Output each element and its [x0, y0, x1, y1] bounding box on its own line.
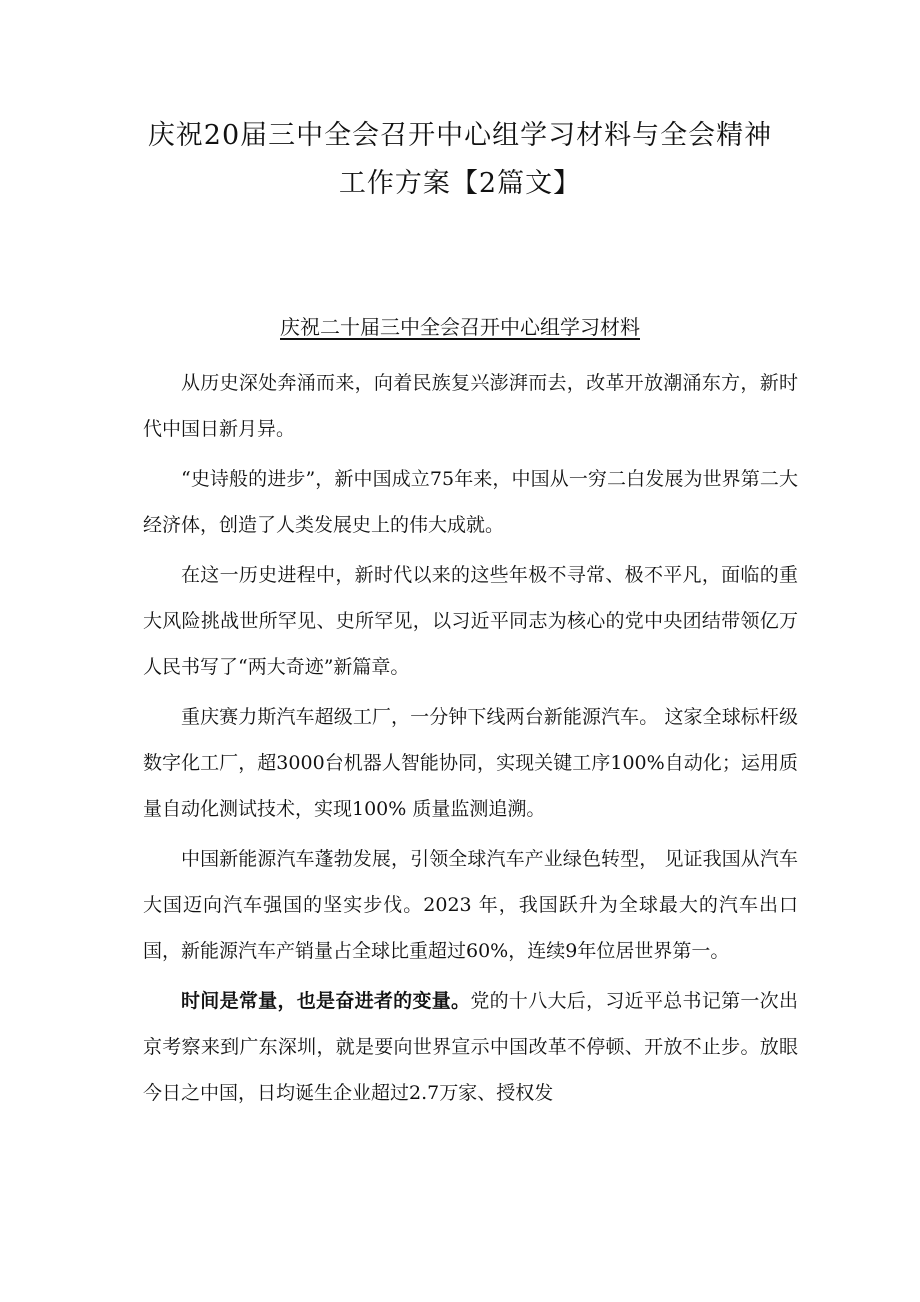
paragraph-2: “史诗般的进步”，新中国成立75年来，中国从一穷二白发展为世界第二大经济体，创造了人类发展史上的伟大成就。 [143, 468, 798, 536]
section-title: 庆祝二十届三中全会召开中心组学习材料 [280, 315, 640, 339]
paragraph-3: 在这一历史进程中，新时代以来的这些年极不寻常、极不平凡，面临的重大风险挑战世所罕见、史所罕见，以习近平同志为核心的党中央团结带领亿万人民书写了“两大奇迹”新篇章。 [143, 564, 798, 678]
paragraph-6 [143, 978, 798, 1116]
document-title [120, 112, 800, 208]
paragraph-6-text: 党的十八大后，习近平总书记第一次出京考察来到广东深圳，就是要向世界宣示中国改革不停顿、开放不止步。放眼今日之中国，日均诞生企业超过2.7万家、授权发 [143, 990, 798, 1104]
document-body [143, 360, 798, 1120]
document-title-line-2: 工作方案【2篇文】 [338, 168, 582, 199]
paragraph-5: 中国新能源汽车蓬勃发展，引领全球汽车产业绿色转型， 见证我国从汽车大国迈向汽车强国的坚实步伐。2023 年，我国跃升为全球最大的汽车出口国，新能源汽车产销量占全球比重超过60%，连续9年位居世界第一。 [143, 848, 798, 962]
paragraph-1: 从历史深处奔涌而来，向着民族复兴澎湃而去，改革开放潮涌东方，新时代中国日新月异。 [143, 372, 798, 440]
paragraph-6-bold-lead: 时间是常量，也是奋进者的变量。 [181, 990, 471, 1012]
document-title-line-1: 庆祝20届三中全会召开中心组学习材料与全会精神 [147, 120, 773, 151]
paragraph-4: 重庆赛力斯汽车超级工厂，一分钟下线两台新能源汽车。 这家全球标杆级数字化工厂，超3000台机器人智能协同，实现关键工序100%自动化；运用质量自动化测试技术，实现100% 质量监测追溯。 [143, 706, 798, 820]
